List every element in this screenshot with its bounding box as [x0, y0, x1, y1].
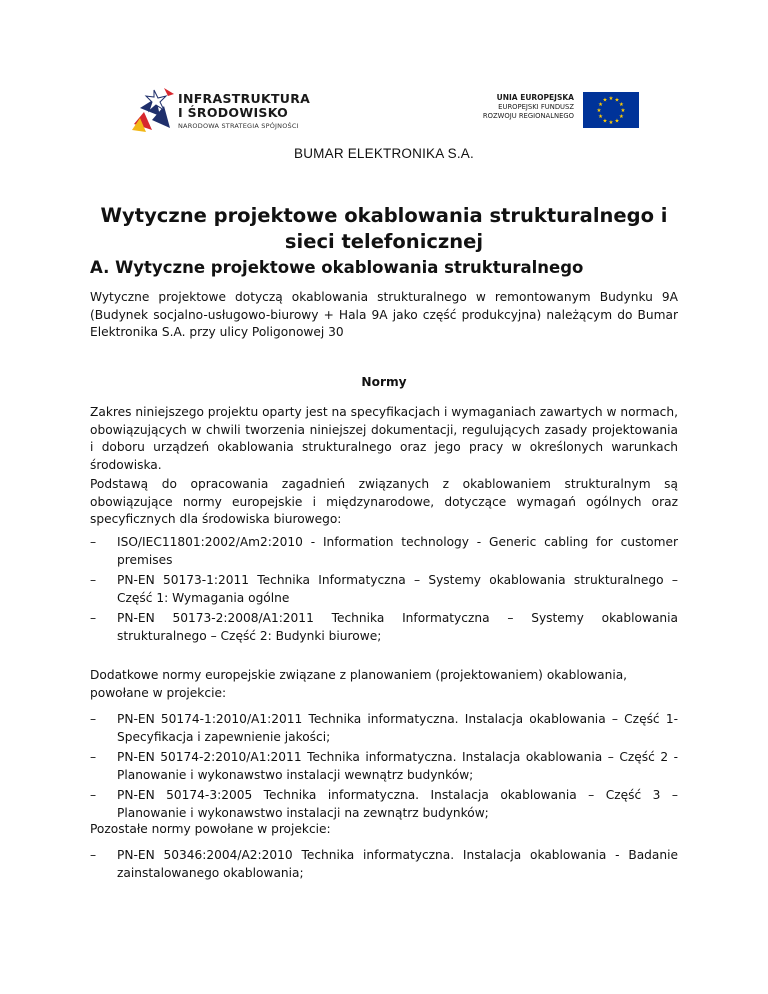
section-heading-text: . Wytyczne projektowe okablowania strukturalnego: [103, 258, 584, 277]
svg-text:★: ★: [602, 97, 608, 104]
svg-text:★: ★: [608, 120, 614, 126]
intro-paragraph: Wytyczne projektowe dotyczą okablowania strukturalnego w remontowanym Budynku 9A (Budynek socjalno-usługowo-biurowy + Hala 9A jako część produkcyjna) należącym do Bumar Elektronika S.A. przy ulicy Poligonowej 30: [90, 290, 678, 339]
list-bullet: –: [90, 750, 97, 764]
additional-paragraph: Dodatkowe normy europejskie związane z planowaniem (projektowaniem) okablowania, powołane w projekcie:: [90, 668, 628, 700]
company-name: BUMAR ELEKTRONIKA S.A.: [294, 146, 474, 161]
list-item: PN-EN 50173-2:2008/A1:2011 Technika Informatyczna – Systemy okablowania strukturalnego – Część 2: Budynki biurowe;: [117, 611, 678, 643]
document-title: Wytyczne projektowe okablowania strukturalnego i sieci telefonicznej: [100, 204, 668, 253]
eu-flag-icon: [583, 92, 639, 128]
svg-text:★: ★: [608, 96, 614, 102]
fund-emblem-icon: [130, 84, 176, 134]
infrastruktura-logo: [130, 84, 330, 134]
eu-logo-line2: EUROPEJSKI FUNDUSZ: [498, 102, 574, 111]
list-bullet: –: [90, 611, 97, 625]
eu-logo-line3: ROZWOJU REGIONALNEGO: [482, 112, 574, 120]
eu-logo-text: [483, 93, 574, 122]
svg-text:★: ★: [618, 102, 624, 108]
svg-text:★: ★: [596, 108, 602, 114]
list-bullet: –: [90, 573, 97, 587]
list-item: PN-EN 50174-2:2010/A1:2011 Technika informatyczna. Instalacja okablowania – Część 2 - Planowanie i wykonawstwo instalacji wewnątrz budynków;: [117, 750, 678, 782]
section-heading: [90, 258, 583, 277]
svg-text:★: ★: [598, 102, 604, 108]
list-bullet: –: [90, 712, 97, 726]
list-item: PN-EN 50174-1:2010/A1:2011 Technika informatyczna. Instalacja okablowania – Część 1- Specyfikacja i zapewnienie jakości;: [117, 712, 678, 744]
logo-left-subtitle: NARODOWA STRATEGIA SPÓJNOŚCI: [178, 122, 299, 130]
svg-text:★: ★: [618, 114, 624, 120]
list-item: PN-EN 50173-1:2011 Technika Informatyczna – Systemy okablowania strukturalnego – Część 1: Wymagania ogólne: [117, 573, 678, 605]
list-item: ISO/IEC11801:2002/Am2:2010 - Information technology - Generic cabling for customer premises: [117, 535, 678, 567]
svg-text:★: ★: [602, 118, 608, 125]
eu-logo-line1: UNIA EUROPEJSKA: [496, 93, 574, 102]
other-norms-paragraph: Pozostałe normy powołane w projekcie:: [90, 822, 331, 836]
list-bullet: –: [90, 788, 97, 802]
svg-text:★: ★: [598, 114, 604, 120]
svg-text:★: ★: [614, 97, 620, 104]
scope-paragraph: Zakres niniejszego projektu oparty jest na specyfikacjach i wymaganiach zawartych w normach, obowiązujących w chwili tworzenia niniejszej dokumentacji, regulujących zasady projektowania i doboru urządzeń okablowania strukturalnego oraz jego pracy w określonych warunkach środowiska.: [90, 405, 678, 472]
eu-logo: [478, 92, 642, 128]
svg-text:★: ★: [614, 118, 620, 125]
normy-heading: Normy: [361, 375, 407, 389]
logo-left-line2: I ŚRODOWISKO: [178, 105, 289, 120]
list-item: PN-EN 50346:2004/A2:2010 Technika informatyczna. Instalacja okablowania - Badanie zainstalowanego okablowania;: [117, 848, 678, 880]
list-item: PN-EN 50174-3:2005 Technika informatyczna. Instalacja okablowania – Część 3 – Planowanie i wykonawstwo instalacji na zewnątrz budynków;: [117, 788, 678, 820]
list-bullet: –: [90, 848, 97, 862]
logo-left-line1: INFRASTRUKTURA: [178, 91, 311, 106]
basis-paragraph: Podstawą do opracowania zagadnień związanych z okablowaniem strukturalnym są obowiązujące normy europejskie i międzynarodowe, dotyczące wymagań ogólnych oraz specyficznych dla środowiska biurowego:: [90, 477, 678, 526]
section-letter: A: [90, 258, 104, 277]
list-bullet: –: [90, 535, 97, 549]
svg-text:★: ★: [620, 108, 626, 114]
